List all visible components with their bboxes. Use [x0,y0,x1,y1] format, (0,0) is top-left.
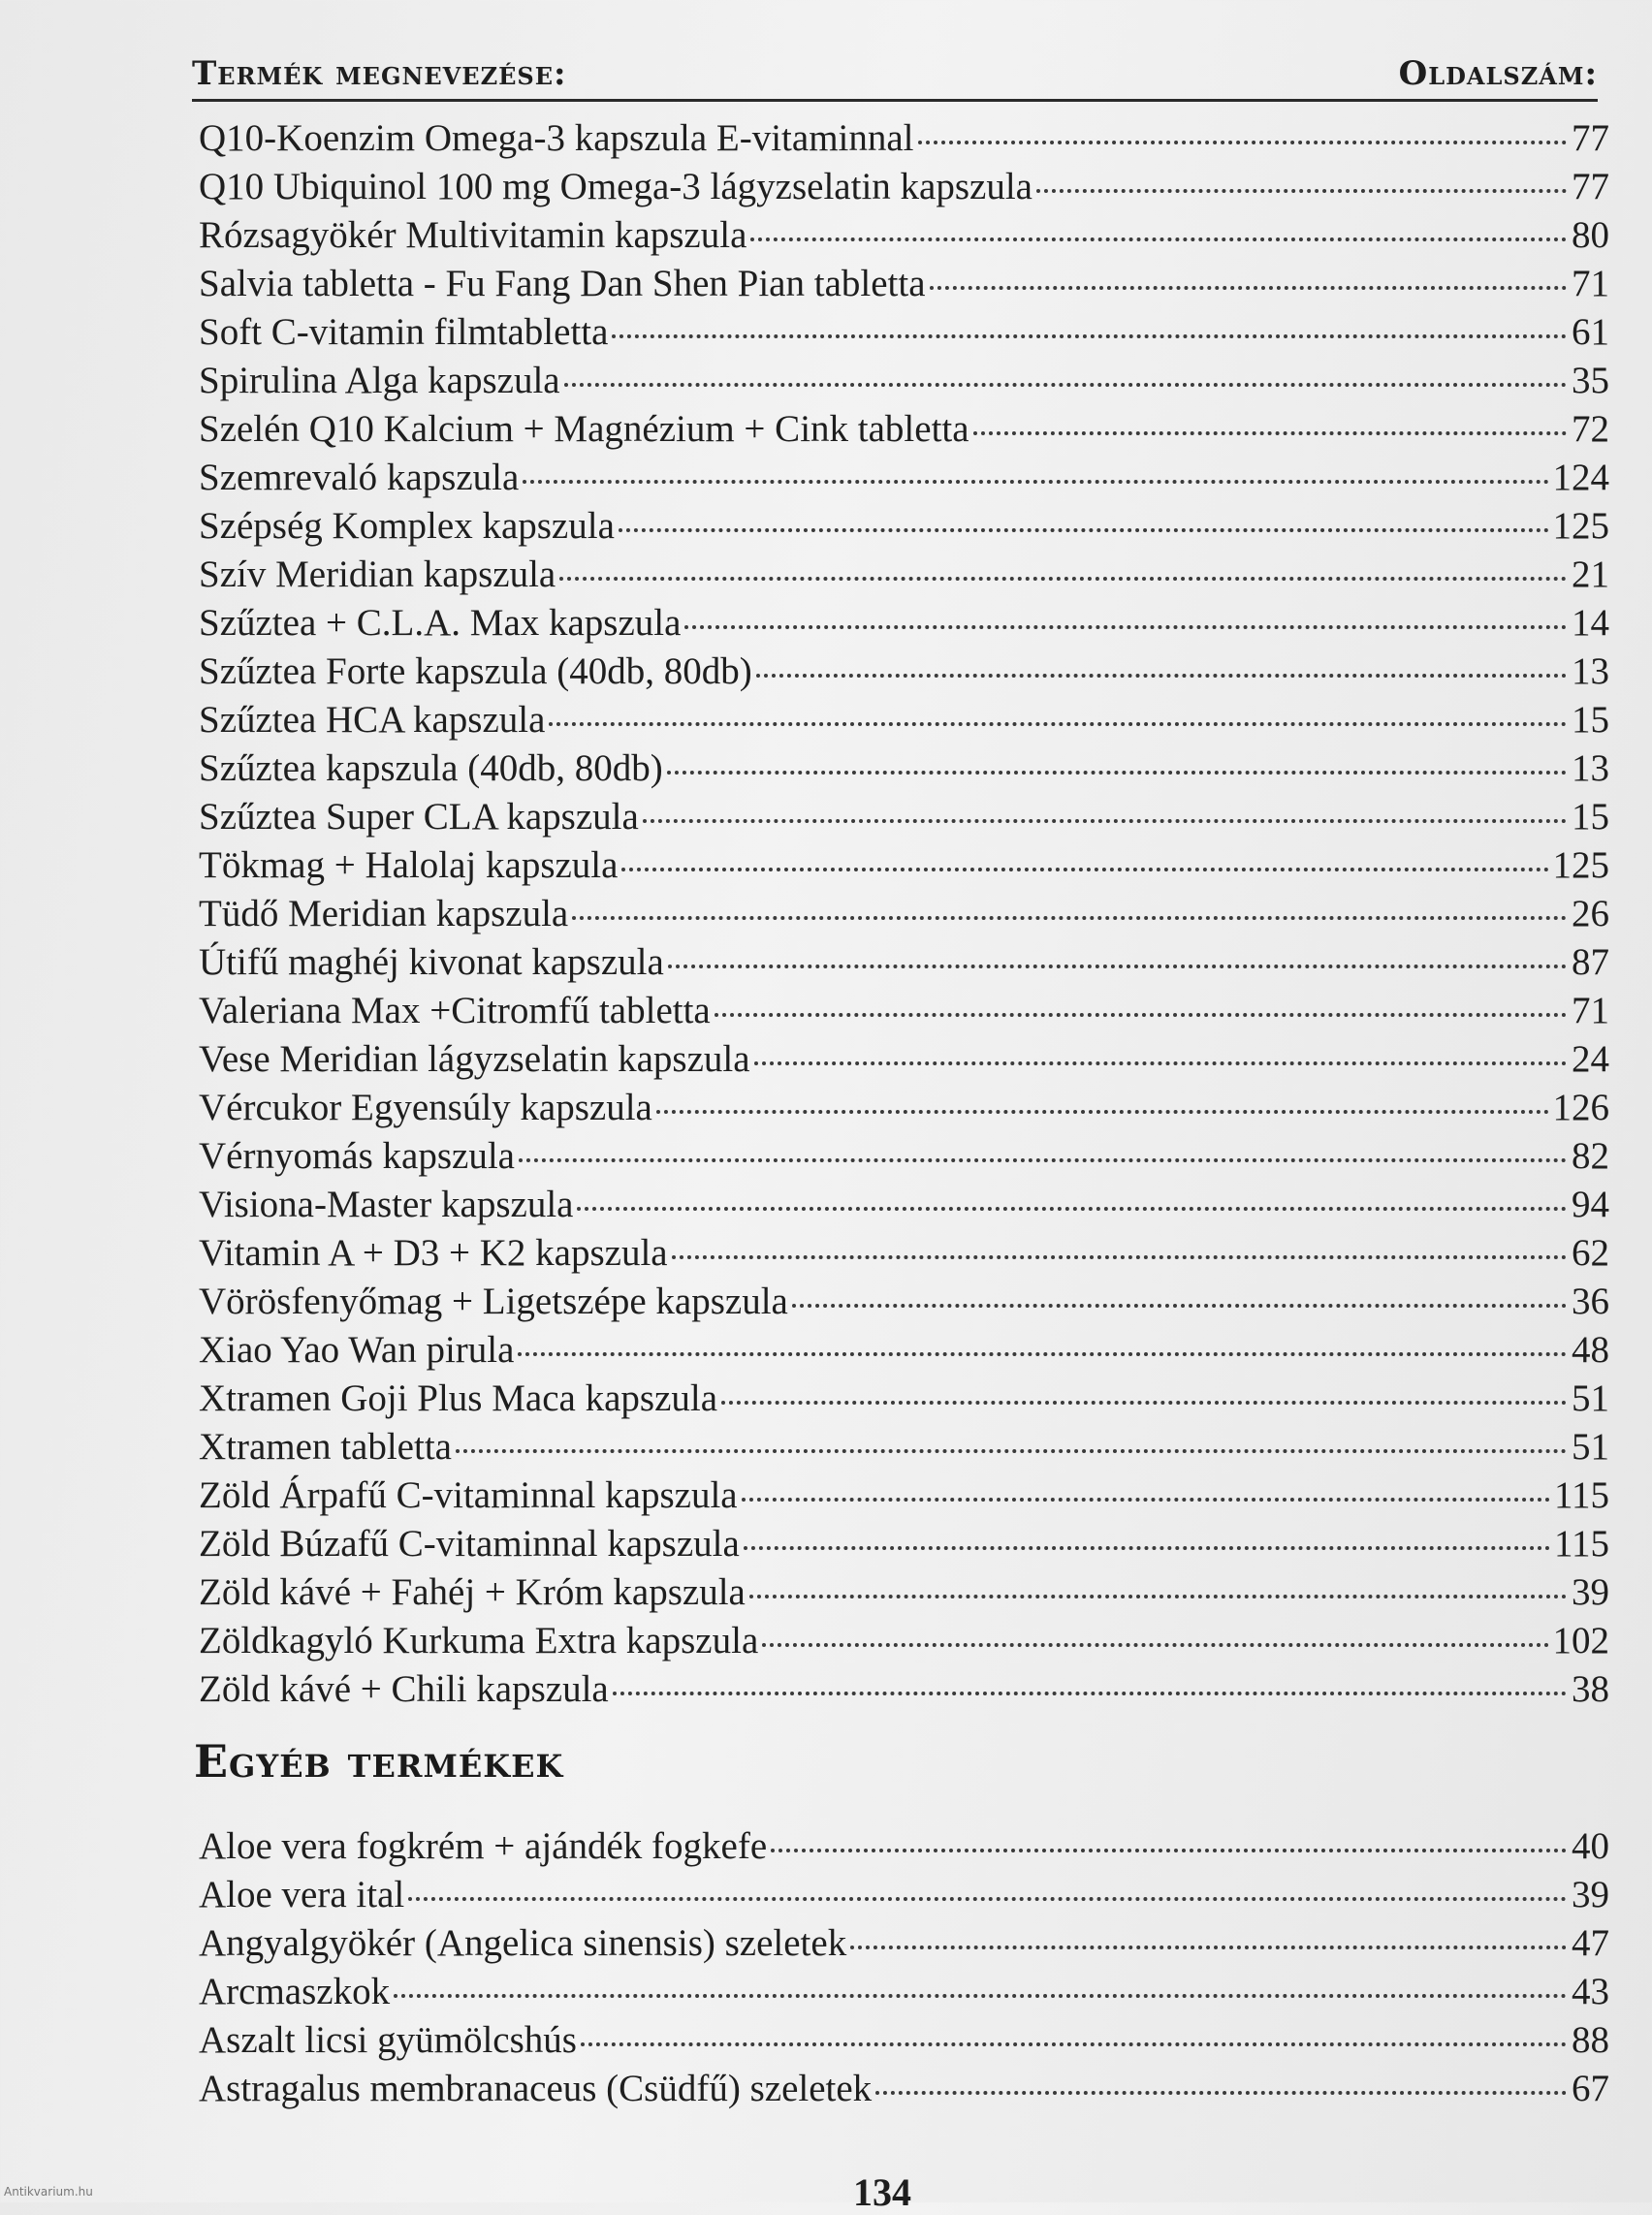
entry-name: Vörösfenyőmag + Ligetszépe kapszula [199,1281,788,1322]
entry-page-number: 71 [1572,990,1609,1031]
entry-page-number: 124 [1552,457,1609,498]
entry-page-number: 38 [1572,1668,1609,1710]
dot-leader [656,1110,1549,1114]
watermark: Antikvarium.hu [4,2185,93,2199]
dot-leader [875,2091,1567,2095]
entry-page-number: 51 [1572,1377,1609,1419]
entry-page-number: 82 [1572,1135,1609,1177]
dot-leader [973,431,1567,435]
entry-name: Szűztea HCA kapszula [199,699,546,741]
entry-page-number: 48 [1572,1329,1609,1371]
index-entry [199,357,1609,405]
entry-name: Aloe vera ital [199,1874,405,1915]
entry-name: Zöld Búzafű C-vitaminnal kapszula [199,1523,740,1565]
dot-leader [572,916,1567,920]
index-entry [199,1278,1609,1326]
entry-name: Aszalt licsi gyümölcshús [199,2019,577,2061]
index-entry [199,1617,1609,1665]
entry-name: Szépség Komplex kapszula [199,505,615,547]
entry-page-number: 35 [1572,360,1609,401]
entry-page-number: 88 [1572,2019,1609,2061]
index-entry [199,1132,1609,1181]
entry-page-number: 36 [1572,1281,1609,1322]
index-entry [199,599,1609,648]
entry-page-number: 39 [1572,1874,1609,1915]
entry-page-number: 115 [1553,1474,1609,1516]
dot-leader [577,1207,1567,1211]
index-entry [199,696,1609,744]
dot-leader [549,722,1567,726]
entry-page-number: 102 [1552,1620,1609,1661]
dot-leader [612,334,1567,338]
entry-name: Soft C-vitamin filmtabletta [199,311,609,353]
index-entry [199,1035,1609,1084]
page-number: 134 [853,2170,911,2214]
entry-page-number: 94 [1572,1184,1609,1225]
entry-name: Salvia tabletta - Fu Fang Dan Shen Pian tabletta [199,263,926,304]
entry-page-number: 40 [1572,1825,1609,1867]
index-entry [199,114,1609,163]
index-entry [199,987,1609,1035]
index-entry [199,938,1609,987]
entry-name: Szelén Q10 Kalcium + Magnézium + Cink tabletta [199,408,969,450]
index-entry [199,1520,1609,1568]
index-entry [199,502,1609,551]
index-entry [199,163,1609,211]
dot-leader [672,1255,1567,1259]
entry-page-number: 14 [1572,602,1609,644]
entry-name: Vese Meridian lágyzselatin kapszula [199,1038,750,1080]
index-entry [199,1471,1609,1520]
entry-name: Valeriana Max +Citromfű tabletta [199,990,711,1031]
entry-name: Vitamin A + D3 + K2 kapszula [199,1232,668,1274]
index-entry [199,1423,1609,1471]
index-entry [199,405,1609,454]
index-entry [199,1326,1609,1375]
entry-name: Tüdő Meridian kapszula [199,893,569,934]
dot-leader [456,1449,1567,1453]
entry-name: Tökmag + Halolaj kapszula [199,844,619,886]
entry-page-number: 39 [1572,1571,1609,1613]
dot-leader [749,1595,1567,1598]
index-entry [199,2065,1609,2113]
index-entry [199,890,1609,938]
index-entry [199,260,1609,308]
section-title-other-products: Egyéb termékek [194,1735,564,1788]
entry-name: Aloe vera fogkrém + ajándék fogkefe [199,1825,768,1867]
dot-leader [771,1849,1567,1852]
index-entry [199,1919,1609,1968]
index-entry [199,2016,1609,2065]
entry-name: Szűztea kapszula (40db, 80db) [199,747,663,789]
entry-page-number: 77 [1572,117,1609,159]
index-entry [199,1229,1609,1278]
dot-leader [518,1352,1567,1356]
entry-page-number: 26 [1572,893,1609,934]
dot-leader [581,2042,1567,2046]
dot-leader [684,625,1567,629]
dot-leader [750,237,1567,241]
index-entry [199,744,1609,793]
entry-name: Szemrevaló kapszula [199,457,520,498]
entry-page-number: 62 [1572,1232,1609,1274]
entry-name: Zöld kávé + Fahéj + Króm kapszula [199,1571,746,1613]
entry-page-number: 21 [1572,554,1609,595]
entry-page-number: 125 [1552,844,1609,886]
entry-name: Útifű maghéj kivonat kapszula [199,941,664,983]
dot-leader [613,1692,1567,1695]
index-entry [199,454,1609,502]
entry-page-number: 126 [1552,1087,1609,1128]
page-number-column-header: Oldalszám: [1398,54,1598,93]
entry-page-number: 71 [1572,263,1609,304]
entry-name: Xtramen Goji Plus Maca kapszula [199,1377,718,1419]
dot-leader [715,1013,1567,1017]
entry-name: Szűztea + C.L.A. Max kapszula [199,602,682,644]
entry-page-number: 13 [1572,650,1609,692]
product-index-list [199,114,1609,1714]
dot-leader [918,141,1567,144]
dot-leader [619,528,1549,532]
dot-leader [756,674,1567,678]
entry-name: Astragalus membranaceus (Csüdfű) szeletek [199,2068,873,2109]
dot-leader [742,1498,1550,1502]
dot-leader [523,480,1548,484]
dot-leader [394,1994,1567,1998]
entry-name: Szűztea Forte kapszula (40db, 80db) [199,650,752,692]
index-entry [199,1665,1609,1714]
entry-page-number: 61 [1572,311,1609,353]
entry-name: Q10-Koenzim Omega-3 kapszula E-vitaminnal [199,117,914,159]
index-entry [199,648,1609,696]
entry-name: Szív Meridian kapszula [199,554,556,595]
entry-page-number: 15 [1572,699,1609,741]
entry-name: Spirulina Alga kapszula [199,360,560,401]
index-entry [199,841,1609,890]
dot-leader [744,1546,1550,1550]
dot-leader [564,383,1567,387]
entry-name: Vérnyomás kapszula [199,1135,515,1177]
dot-leader [721,1401,1567,1405]
entry-name: Zöld Árpafű C-vitaminnal kapszula [199,1474,738,1516]
entry-name: Arcmaszkok [199,1971,391,2012]
entry-page-number: 47 [1572,1922,1609,1964]
dot-leader [850,1946,1567,1949]
entry-page-number: 15 [1572,796,1609,838]
entry-page-number: 72 [1572,408,1609,450]
dot-leader [762,1643,1548,1647]
entry-name: Szűztea Super CLA kapszula [199,796,639,838]
dot-leader [1036,189,1567,193]
entry-page-number: 125 [1552,505,1609,547]
dot-leader [667,771,1567,775]
dot-leader [792,1304,1567,1308]
index-entry [199,793,1609,841]
index-entry [199,1181,1609,1229]
dot-leader [668,965,1567,968]
index-entry [199,308,1609,357]
entry-name: Vércukor Egyensúly kapszula [199,1087,652,1128]
entry-page-number: 51 [1572,1426,1609,1468]
dot-leader [621,868,1548,871]
other-products-list [199,1822,1609,2113]
entry-name: Visiona-Master kapszula [199,1184,574,1225]
dot-leader [408,1897,1567,1901]
index-entry [199,1968,1609,2016]
index-entry [199,1871,1609,1919]
dot-leader [519,1158,1567,1162]
dot-leader [754,1061,1567,1065]
index-entry [199,1568,1609,1617]
entry-name: Zöld kávé + Chili kapszula [199,1668,609,1710]
entry-page-number: 24 [1572,1038,1609,1080]
toc-header [192,41,1598,102]
entry-page-number: 67 [1572,2068,1609,2109]
index-entry [199,1375,1609,1423]
index-entry [199,551,1609,599]
entry-name: Angyalgyökér (Angelica sinensis) szeletek [199,1922,847,1964]
index-entry [199,1084,1609,1132]
entry-page-number: 115 [1553,1523,1609,1565]
entry-name: Xiao Yao Wan pirula [199,1329,515,1371]
entry-name: Xtramen tabletta [199,1426,452,1468]
entry-page-number: 13 [1572,747,1609,789]
index-entry [199,211,1609,260]
entry-name: Rózsagyökér Multivitamin kapszula [199,214,747,256]
index-entry [199,1822,1609,1871]
product-name-column-header: Termék megnevezése: [192,54,567,93]
entry-page-number: 87 [1572,941,1609,983]
entry-page-number: 43 [1572,1971,1609,2012]
dot-leader [559,577,1567,581]
dot-leader [930,286,1567,290]
entry-name: Zöldkagyló Kurkuma Extra kapszula [199,1620,759,1661]
entry-page-number: 77 [1572,166,1609,207]
dot-leader [643,819,1567,823]
entry-page-number: 80 [1572,214,1609,256]
entry-name: Q10 Ubiquinol 100 mg Omega-3 lágyzselatin kapszula [199,166,1032,207]
